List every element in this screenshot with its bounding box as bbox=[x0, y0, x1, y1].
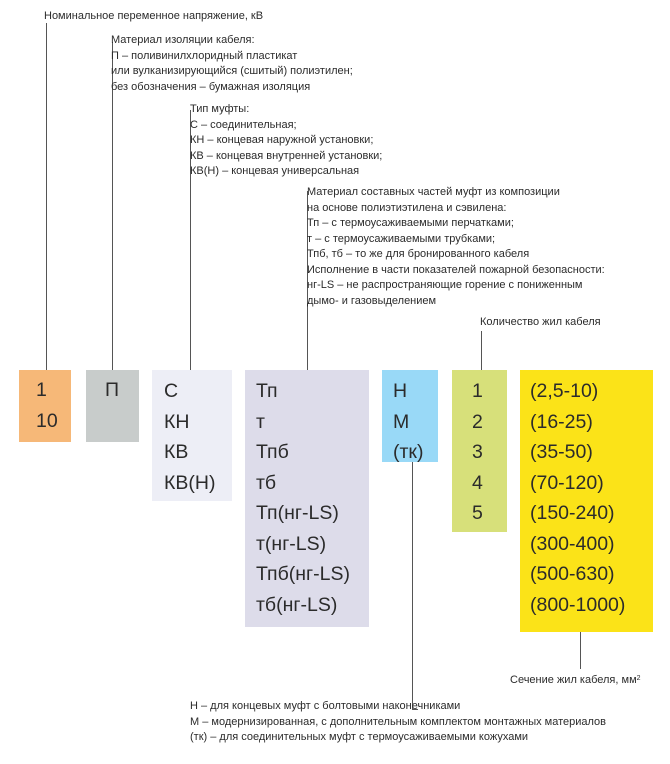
annotation-cores bbox=[480, 315, 601, 331]
annotation-material bbox=[307, 185, 605, 309]
box-item: (70-120) bbox=[530, 471, 604, 494]
box-type bbox=[152, 370, 232, 501]
box-section bbox=[520, 370, 653, 632]
annotation-line: КВ(Н) – концевая универсальная bbox=[190, 165, 360, 177]
box-item: (тк) bbox=[393, 441, 424, 463]
box-voltage bbox=[19, 370, 71, 442]
box-item: (16-25) bbox=[530, 410, 593, 433]
box-item: (500-630) bbox=[530, 563, 615, 585]
box-item: Тпб bbox=[256, 441, 289, 463]
annotation-line: П – поливинилхлоридный пластикат bbox=[111, 49, 298, 62]
annotation-section-sup: 2 bbox=[636, 675, 641, 682]
box-item: Тп bbox=[256, 380, 278, 402]
box-item: Тп(нг-LS) bbox=[256, 502, 339, 524]
box-item: Н bbox=[393, 380, 408, 402]
annotation-line: М – модернизированная, с дополнительным комплектом монтажных материалов bbox=[190, 715, 607, 728]
annotation-voltage-line: Номинальное переменное напряжение, кВ bbox=[44, 10, 264, 22]
box-item: (35-50) bbox=[530, 441, 593, 463]
box-item: П bbox=[105, 379, 120, 401]
box-cores bbox=[452, 370, 507, 532]
box-item: 1 bbox=[472, 380, 483, 402]
annotation-line: или вулканизирующийся (сшитый) полиэтилен; bbox=[111, 65, 353, 77]
box-item: С bbox=[164, 380, 179, 402]
annotation-cores-line: Количество жил кабеля bbox=[480, 316, 601, 328]
box-item: М bbox=[393, 410, 410, 433]
box-item: (150-240) bbox=[530, 502, 615, 524]
box-item: тб(нг-LS) bbox=[256, 593, 338, 616]
annotation-line: Материал составных частей муфт из композиции bbox=[307, 186, 560, 198]
annotation-line: (тк) – для соединительных муфт с термоусаживаемыми кожухами bbox=[190, 731, 529, 743]
box-item: КВ bbox=[164, 441, 189, 463]
annotation-line: Материал изоляции кабеля: bbox=[111, 34, 255, 46]
box-item: Тпб(нг-LS) bbox=[256, 563, 350, 585]
annotation-line: Исполнение в части показателей пожарной безопасности: bbox=[307, 263, 605, 276]
box-item: 10 bbox=[36, 409, 58, 432]
annotation-line: КВ – концевая внутренней установки; bbox=[190, 149, 383, 162]
box-item: (2,5-10) bbox=[530, 380, 599, 402]
box-item: КВ(Н) bbox=[164, 471, 216, 494]
annotation-line: на основе полиэтиэтилена и сэвилена: bbox=[307, 201, 507, 214]
annotation-coupling-type bbox=[190, 102, 382, 180]
box-item: 1 bbox=[36, 379, 47, 401]
annotation-line: дымо- и газовыделением bbox=[307, 294, 437, 307]
connector-variant bbox=[412, 462, 413, 710]
annotation-line: т – с термоусаживаемыми трубками; bbox=[307, 232, 496, 245]
box-item: 5 bbox=[472, 502, 483, 524]
box-item: 2 bbox=[472, 410, 483, 433]
annotation-line: Н – для концевых муфт с болтовыми наконечниками bbox=[190, 700, 461, 712]
box-item: (800-1000) bbox=[530, 593, 626, 616]
box-item: тб bbox=[256, 471, 277, 494]
annotation-line: Тип муфты: bbox=[190, 103, 250, 115]
box-item: 3 bbox=[472, 441, 483, 463]
box-material bbox=[245, 370, 369, 627]
annotation-line: КН – концевая наружной установки; bbox=[190, 134, 374, 146]
annotation-section bbox=[510, 673, 641, 689]
connector-cores bbox=[481, 331, 482, 370]
connector-voltage bbox=[46, 23, 47, 370]
box-item: (300-400) bbox=[530, 532, 615, 555]
connector-section bbox=[580, 632, 581, 669]
annotation-line: Тпб, тб – то же для бронированного кабеля bbox=[307, 248, 530, 260]
box-item: т bbox=[256, 410, 265, 433]
box-insulation bbox=[86, 370, 139, 442]
annotation-voltage bbox=[44, 9, 263, 25]
annotation-line: без обозначения – бумажная изоляция bbox=[111, 80, 311, 93]
annotation-insulation bbox=[111, 33, 353, 95]
annotation-line: Тп – с термоусаживаемыми перчатками; bbox=[307, 217, 514, 229]
annotation-bottom bbox=[190, 699, 606, 746]
annotation-line: нг-LS – не распространяющие горение с пониженным bbox=[307, 279, 583, 291]
box-item: КН bbox=[164, 410, 190, 433]
box-variant bbox=[382, 370, 438, 462]
box-item: т(нг-LS) bbox=[256, 532, 327, 555]
annotation-line: С – соединительная; bbox=[190, 118, 297, 131]
box-item: 4 bbox=[472, 471, 483, 494]
annotation-section-label: Сечение жил кабеля, мм bbox=[510, 674, 637, 686]
